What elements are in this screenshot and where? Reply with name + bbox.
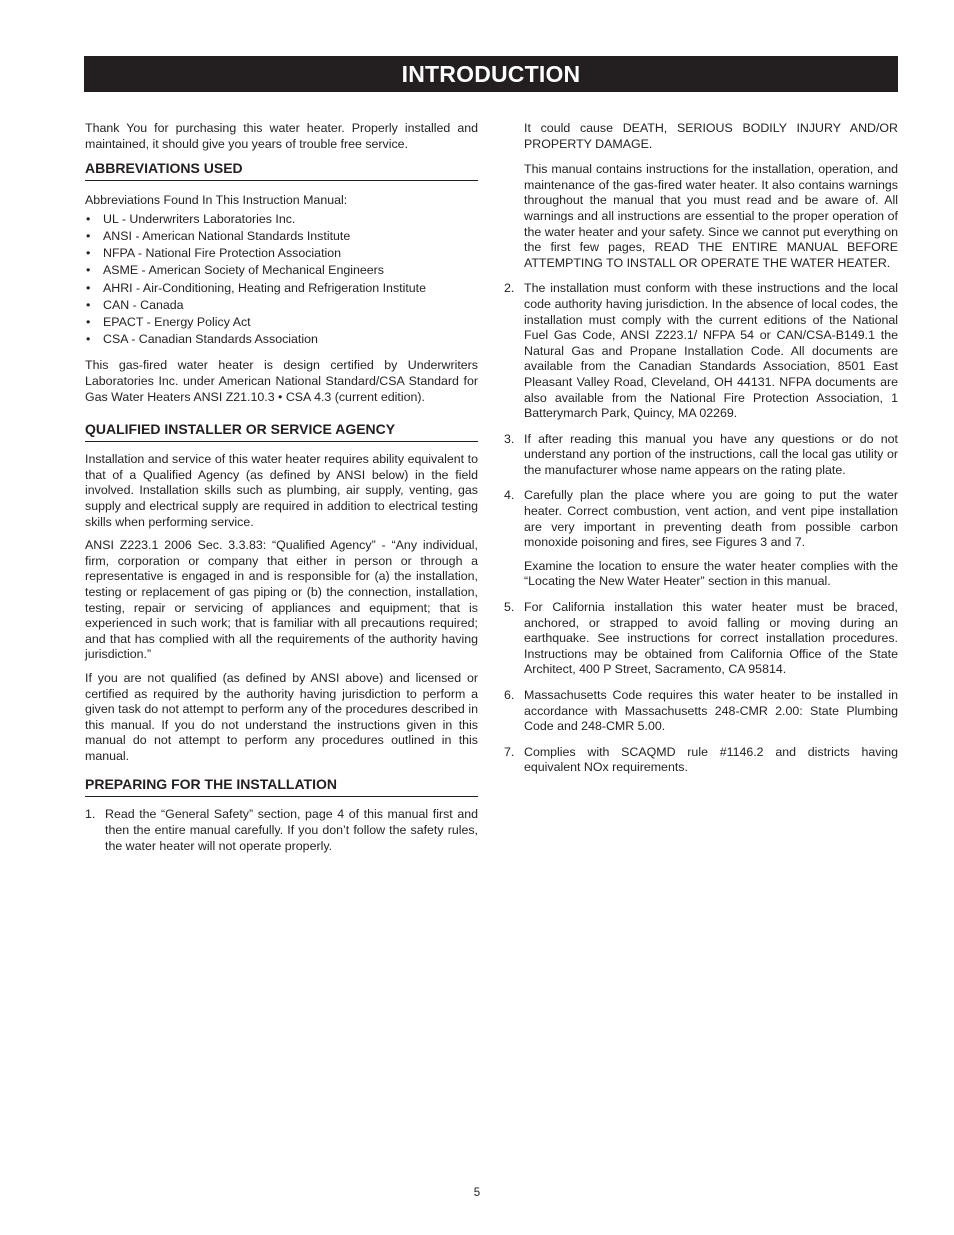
step-text-extra: Examine the location to ensure the water heater complies with the “Locating the New Water Heater” section in this manual. — [524, 558, 898, 589]
qualified-paragraph-1: Installation and service of this water heater requires ability equivalent to that of a Qualified Agency (as defined by ANSI below) in the field involved. Installation skills such as plumbing, air supply, venting, gas supply and electrical supply are required in addition to electrical testing skills when performing service. — [85, 452, 478, 529]
step-text: For California installation this water heater must be braced, anchored, or strapped to avoid falling or moving during an earthquake. See instructions for correct installation procedures. Instructions may be obtained from California Office of the State Architect, 400 P Street, Sacramento, CA 95814. — [524, 600, 898, 677]
list-item — [85, 280, 478, 297]
step-1-continued — [504, 121, 898, 271]
list-item — [504, 488, 898, 590]
list-item — [504, 600, 898, 678]
step-text: Massachusetts Code requires this water heater to be installed in accordance with Massachusetts 248-CMR 2.00: State Plumbing Code and 248-CMR 5.00. — [524, 688, 898, 734]
list-item-text: ANSI - American National Standards Institute — [103, 228, 351, 243]
intro-paragraph: Thank You for purchasing this water heater. Properly installed and maintained, it should give you years of trouble free service. — [85, 121, 478, 151]
list-item-text: CSA - Canadian Standards Association — [103, 332, 318, 347]
step-1-manual-note: This manual contains instructions for the installation, operation, and maintenance of the gas-fired water heater. It also contains warnings throughout the manual that you must read and be aware of. All warnings and all instructions are essential to the proper operation of the water heater and your safety. Since we cannot put everything on the first few pages, READ THE ENTIRE MANUAL BEFORE ATTEMPTING TO INSTALL OR OPERATE THE WATER HEATER. — [524, 162, 898, 270]
list-item — [504, 745, 898, 776]
step-text: Complies with SCAQMD rule #1146.2 and districts having equivalent NOx requirements. — [524, 744, 898, 775]
step-1-warning: It could cause DEATH, SERIOUS BODILY INJURY AND/OR PROPERTY DAMAGE. — [524, 121, 898, 151]
preparing-heading: PREPARING FOR THE INSTALLATION — [85, 776, 478, 797]
preparing-steps — [85, 807, 478, 854]
abbreviations-list — [85, 211, 478, 349]
list-item-text: UL - Underwriters Laboratories Inc. — [103, 211, 296, 226]
list-item — [85, 807, 478, 854]
list-item — [504, 688, 898, 735]
qualified-installer-section — [85, 421, 478, 764]
bullet-icon: • — [86, 246, 91, 261]
list-item — [85, 228, 478, 245]
step-number: 3. — [504, 431, 515, 446]
abbreviations-heading: ABBREVIATIONS USED — [85, 160, 478, 181]
bullet-icon: • — [86, 263, 91, 278]
bullet-icon: • — [86, 280, 91, 295]
left-column — [85, 121, 478, 864]
right-column — [504, 121, 898, 786]
step-number: 4. — [504, 488, 515, 503]
abbreviations-section — [85, 160, 478, 405]
abbreviations-lead: Abbreviations Found In This Instruction Manual: — [85, 193, 348, 208]
list-item — [85, 314, 478, 331]
bullet-icon: • — [86, 297, 91, 312]
list-item — [85, 245, 478, 262]
list-item — [504, 281, 898, 421]
step-number: 2. — [504, 281, 515, 296]
step-number: 1. — [85, 807, 96, 822]
qualified-paragraph-3: If you are not qualified (as defined by ANSI above) and licensed or certified as required by the authority having jurisdiction to perform a given task do not attempt to perform any of the procedures described in this manual. If you do not understand the instructions given in this manual do not attempt to perform any procedures outlined in this manual. — [85, 670, 478, 763]
bullet-icon: • — [86, 315, 91, 329]
step-number: 6. — [504, 688, 515, 702]
qualified-paragraph-2: ANSI Z223.1 2006 Sec. 3.3.83: “Qualified Agency” - “Any individual, firm, corporation or company that either in person or through a representative is engaged in and is responsible for (a) the installation, testing or replacement of gas piping or (b) the connection, installation, testing, repair or servicing of appliances and equipment; that is experienced in such work; that is familiar with all precautions required; and that has complied with all the requirements of the authority having jurisdiction.” — [85, 538, 478, 662]
list-item — [85, 211, 478, 228]
page-number: 5 — [473, 1187, 481, 1199]
list-item — [85, 331, 478, 348]
bullet-icon: • — [86, 211, 91, 226]
bullet-icon: • — [86, 332, 91, 347]
step-number: 5. — [504, 600, 515, 615]
qualified-installer-heading: QUALIFIED INSTALLER OR SERVICE AGENCY — [85, 421, 478, 442]
bullet-icon: • — [86, 228, 91, 243]
preparing-section — [85, 776, 478, 854]
step-text: If after reading this manual you have any questions or do not understand any portion of the instructions, call the local gas utility or the manufacturer whose name appears on the rating plate. — [524, 431, 898, 477]
list-item — [85, 262, 478, 279]
list-item — [504, 432, 898, 479]
list-item — [85, 297, 478, 314]
list-item-text: NFPA - National Fire Protection Association — [103, 246, 342, 261]
step-number: 7. — [504, 744, 515, 759]
list-item-text: EPACT - Energy Policy Act — [103, 315, 251, 329]
list-item-text: ASME - American Society of Mechanical Engineers — [103, 263, 384, 278]
step-text: Read the “General Safety” section, page 4 of this manual first and then the entire manual carefully. If you don’t follow the safety rules, the water heater will not operate properly. — [105, 807, 478, 853]
installation-steps — [504, 281, 898, 776]
certification-paragraph: This gas-fired water heater is design certified by Underwriters Laboratories Inc. under American National Standard/CSA Standard for Gas Water Heaters ANSI Z21.10.3 • CSA 4.3 (current edition). — [85, 358, 478, 404]
list-item-text: AHRI - Air-Conditioning, Heating and Refrigeration Institute — [103, 280, 427, 295]
step-text: The installation must conform with these instructions and the local code authority having jurisdiction. In the absence of local codes, the installation must comply with the current editions of the National Fuel Gas Code, ANSI Z223.1/ NFPA 54 or CAN/CSA-B149.1 the Natural Gas and Propane Installation Code. All documents are available from the Canadian Standards Association, 8501 East Pleasant Valley Road, Cleveland, OH 44131. NFPA documents are also available from the National Fire Protection Association, 1 Batterymarch Park, Quincy, MA 02269. — [524, 281, 898, 421]
page-title: INTRODUCTION — [84, 56, 898, 92]
step-text: Carefully plan the place where you are going to put the water heater. Correct combustion, vent action, and vent pipe installation are very important in preventing death from possible carbon monoxide poisoning and fires, see Figures 3 and 7. — [524, 488, 898, 550]
list-item-text: CAN - Canada — [103, 297, 184, 312]
